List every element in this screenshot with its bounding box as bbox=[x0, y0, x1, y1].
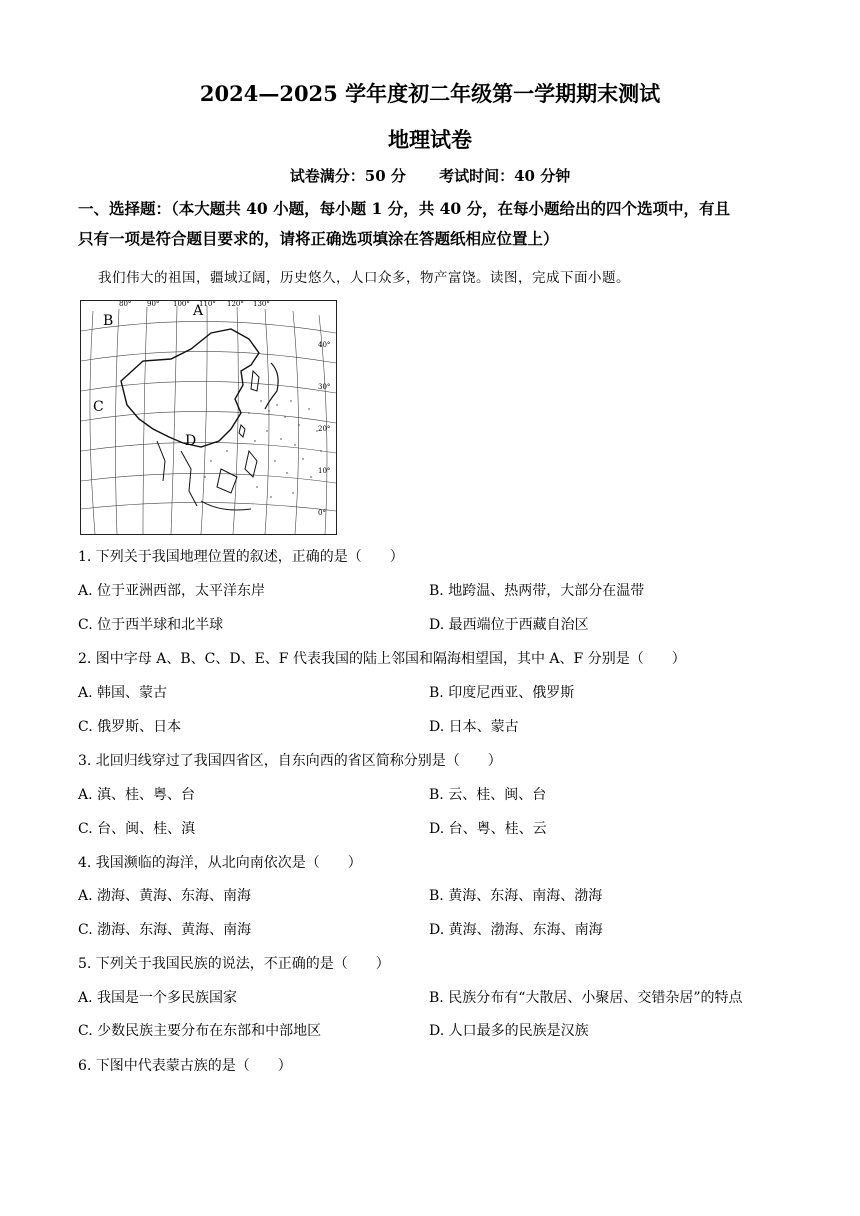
question-4-option-c[interactable]: C. 渤海、东海、黄海、南海 bbox=[78, 922, 252, 938]
china-neighbors-map bbox=[80, 300, 337, 535]
map-lat-label: 20° bbox=[318, 425, 331, 433]
reading-intro: 我们伟大的祖国，疆域辽阔，历史悠久，人口众多，物产富饶。读图，完成下面小题。 bbox=[98, 270, 630, 286]
question-3-option-d[interactable]: D. 台、粤、桂、云 bbox=[429, 821, 547, 837]
question-5-option-c[interactable]: C. 少数民族主要分布在东部和中部地区 bbox=[78, 1023, 322, 1039]
question-2-option-c[interactable]: C. 俄罗斯、日本 bbox=[78, 719, 182, 735]
question-4-option-a[interactable]: A. 渤海、黄海、东海、南海 bbox=[78, 888, 252, 904]
section-heading-line2: 只有一项是符合题目要求的，请将正确选项填涂在答题纸相应位置上） bbox=[78, 229, 559, 248]
question-1-option-c[interactable]: C. 位于西半球和北半球 bbox=[78, 617, 224, 633]
map-lat-label: 30° bbox=[318, 383, 331, 391]
map-letter-a: A bbox=[193, 303, 204, 319]
question-2: 2. 图中字母 A、B、C、D、E、F 代表我国的陆上邻国和隔海相望国，其中 A、F 分别是（ ） bbox=[78, 651, 686, 667]
map-lon-label: 100° bbox=[173, 300, 190, 308]
question-4: 4. 我国濒临的海洋，从北向南依次是（ ） bbox=[78, 855, 362, 871]
exam-title: 2024—2025 学年度初二年级第一学期期末测试 bbox=[199, 81, 661, 106]
section-heading-line1: 一、选择题：（本大题共 40 小题，每小题 1 分，共 40 分，在每小题给出的四个选项中，有且 bbox=[78, 199, 731, 218]
question-5-option-d[interactable]: D. 人口最多的民族是汉族 bbox=[429, 1023, 589, 1039]
section-heading bbox=[78, 194, 798, 254]
question-1-option-d[interactable]: D. 最西端位于西藏自治区 bbox=[429, 617, 589, 633]
map-letter-c: C bbox=[93, 399, 104, 415]
map-lon-label: 130° bbox=[253, 300, 270, 308]
map-letter-d: D bbox=[185, 433, 197, 449]
question-4-option-b[interactable]: B. 黄海、东海、南海、渤海 bbox=[429, 888, 603, 904]
question-4-option-d[interactable]: D. 黄海、渤海、东海、南海 bbox=[429, 922, 603, 938]
question-2-option-b[interactable]: B. 印度尼西亚、俄罗斯 bbox=[429, 685, 575, 701]
question-3: 3. 北回归线穿过了我国四省区，自东向西的省区简称分别是（ ） bbox=[78, 753, 502, 769]
exam-score: 试卷满分：50 分 bbox=[289, 167, 406, 185]
question-5: 5. 下列关于我国民族的说法，不正确的是（ ） bbox=[78, 956, 390, 972]
map-lon-label: 110° bbox=[199, 300, 216, 308]
map-lon-label: 80° bbox=[119, 300, 132, 308]
question-3-option-a[interactable]: A. 滇、桂、粤、台 bbox=[78, 787, 196, 803]
map-letter-b: B bbox=[103, 313, 114, 329]
map-lat-label: 40° bbox=[318, 341, 331, 349]
exam-time: 考试时间：40 分钟 bbox=[439, 167, 571, 185]
question-1-option-b[interactable]: B. 地跨温、热两带，大部分在温带 bbox=[429, 583, 645, 599]
map-lat-label: 10° bbox=[318, 467, 331, 475]
map-lon-label: 120° bbox=[227, 300, 244, 308]
question-1: 1. 下列关于我国地理位置的叙述，正确的是（ ） bbox=[78, 549, 404, 565]
question-3-option-b[interactable]: B. 云、桂、闽、台 bbox=[429, 787, 547, 803]
question-5-option-b[interactable]: B. 民族分布有“大散居、小聚居、交错杂居”的特点 bbox=[429, 990, 743, 1006]
map-graphic bbox=[81, 301, 336, 534]
map-lon-label: 90° bbox=[147, 300, 160, 308]
question-6: 6. 下图中代表蒙古族的是（ ） bbox=[78, 1058, 292, 1074]
question-3-option-c[interactable]: C. 台、闽、桂、滇 bbox=[78, 821, 196, 837]
map-lat-label: 0° bbox=[318, 509, 326, 517]
exam-subtitle: 地理试卷 bbox=[388, 127, 472, 152]
question-2-option-d[interactable]: D. 日本、蒙古 bbox=[429, 719, 519, 735]
question-2-option-a[interactable]: A. 韩国、蒙古 bbox=[78, 685, 168, 701]
question-5-option-a[interactable]: A. 我国是一个多民族国家 bbox=[78, 990, 238, 1006]
question-1-option-a[interactable]: A. 位于亚洲西部，太平洋东岸 bbox=[78, 583, 266, 599]
exam-meta bbox=[0, 165, 860, 186]
